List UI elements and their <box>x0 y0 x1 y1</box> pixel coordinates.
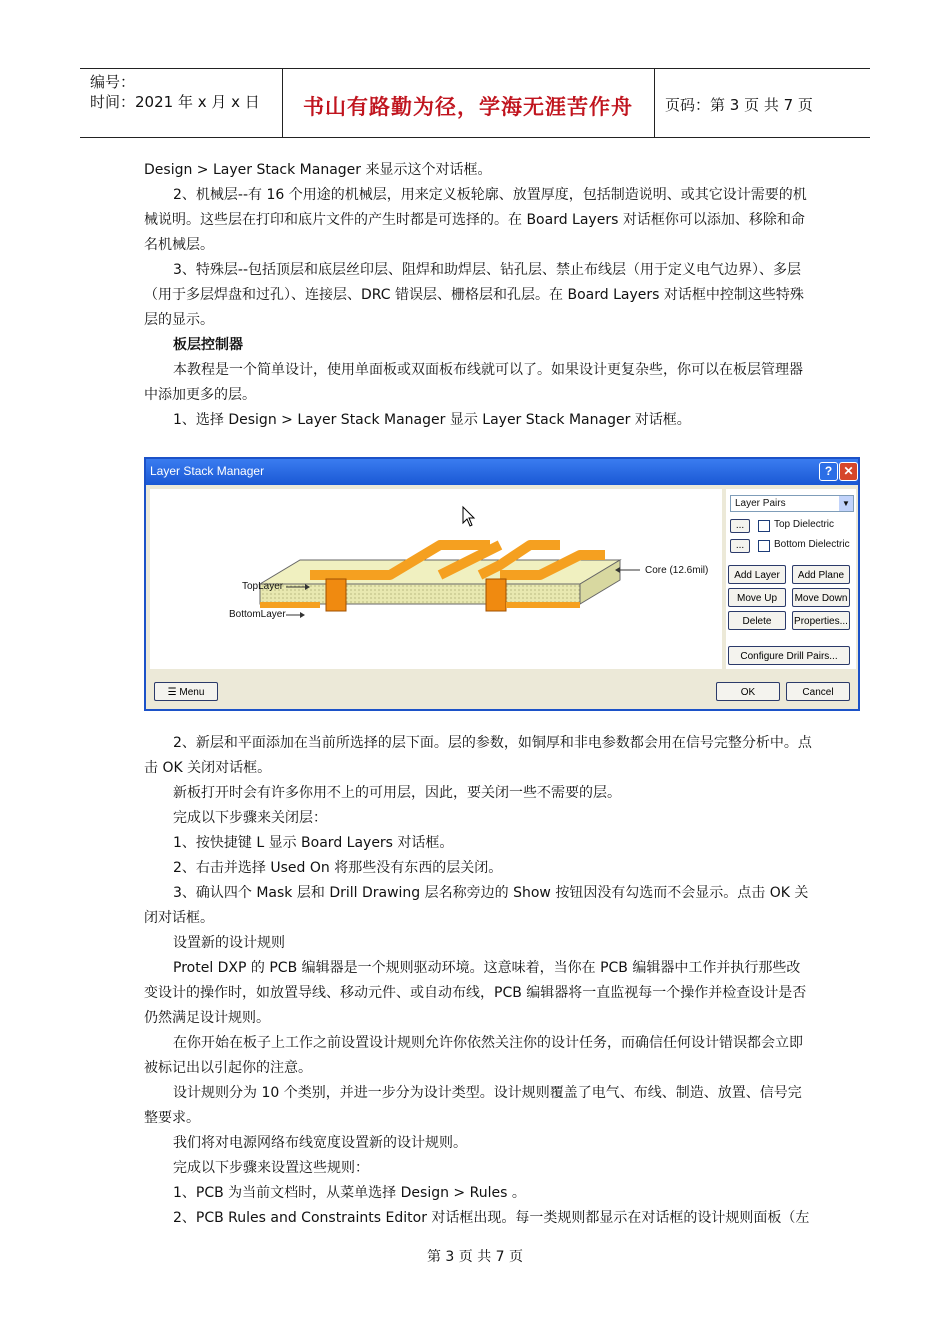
section-heading: 设置新的设计规则 <box>173 935 285 951</box>
move-down-button[interactable]: Move Down <box>792 588 850 607</box>
menu-button-label: Menu <box>179 687 205 698</box>
paragraph: 1、PCB 为当前文档时，从菜单选择 Design > Rules 。 <box>173 1185 526 1201</box>
mouse-cursor-icon <box>463 507 474 526</box>
header-info-cell <box>80 69 283 137</box>
body-text-top <box>144 158 812 433</box>
dialog-title: Layer Stack Manager <box>150 464 265 478</box>
cancel-button[interactable]: Cancel <box>786 682 850 701</box>
paragraph: 3、特殊层--包括顶层和底层丝印层、阻焊和助焊层、钻孔层、禁止布线层（用于定义电气边界）、多层（用于多层焊盘和过孔）、连接层、DRC 错误层、栅格层和孔层。在 Board Layers 对话框中控制这些特殊层的显示。 <box>144 262 804 328</box>
via <box>486 579 506 611</box>
configure-drill-pairs-button[interactable]: Configure Drill Pairs... <box>728 646 850 665</box>
paragraph: 完成以下步骤来设置这些规则： <box>173 1160 369 1176</box>
motto-text: 书山有路勤为径，学海无涯苦作舟 <box>303 95 633 119</box>
help-icon[interactable]: ? <box>819 462 838 481</box>
paragraph: 设计规则分为 10 个类别，并进一步分为设计类型。设计规则覆盖了电气、布线、制造、放置、信号完整要求。 <box>144 1085 802 1126</box>
close-icon[interactable]: ✕ <box>839 462 858 481</box>
layer-stack-manager-dialog <box>144 457 860 711</box>
via <box>326 579 346 611</box>
layer-pairs-select[interactable] <box>730 495 854 512</box>
bottomlayer-label: BottomLayer <box>229 609 286 620</box>
paragraph: 2、PCB Rules and Constraints Editor 对话框出现。每一类规则都显示在对话框的设计规则面板（左 <box>173 1210 810 1226</box>
top-dielectric-checkbox[interactable] <box>758 520 770 532</box>
bottom-dielectric-edit-button[interactable]: ... <box>730 539 750 553</box>
bottom-dielectric-label: Bottom Dielectric <box>774 539 850 550</box>
paragraph: 2、右击并选择 Used On 将那些没有东西的层关闭。 <box>173 860 503 876</box>
layer-pairs-value: Layer Pairs <box>735 498 786 509</box>
properties-button[interactable]: Properties... <box>792 611 850 630</box>
paragraph: 完成以下步骤来关闭层： <box>173 810 327 826</box>
paragraph: 我们将对电源网络布线宽度设置新的设计规则。 <box>173 1135 467 1151</box>
paragraph: 2、机械层--有 16 个用途的机械层，用来定义板轮廓、放置厚度，包括制造说明、或其它设计需要的机械说明。这些层在打印和底片文件的产生时都是可选择的。在 Board Layers 对话框你可以添加、移除和命名机械层。 <box>144 187 807 253</box>
document-number-label: 编号： <box>90 73 136 91</box>
section-heading: 板层控制器 <box>173 337 243 353</box>
dialog-title-bar <box>146 459 858 485</box>
toplayer-label: TopLayer <box>242 581 284 592</box>
paragraph: 1、选择 Design > Layer Stack Manager 显示 Layer Stack Manager 对话框。 <box>173 412 691 428</box>
paragraph: 3、确认四个 Mask 层和 Drill Drawing 层名称旁边的 Show 按钮因没有勾选而不会显示。点击 OK 关闭对话框。 <box>144 885 809 926</box>
body-text-bottom <box>144 731 812 1231</box>
bottomlayer-arrow-head <box>300 612 305 618</box>
paragraph: 本教程是一个简单设计，使用单面板或双面板布线就可以了。如果设计更复杂些，你可以在板层管理器中添加更多的层。 <box>144 362 803 403</box>
delete-button[interactable]: Delete <box>728 611 786 630</box>
ok-button[interactable]: OK <box>716 682 780 701</box>
paragraph: Design > Layer Stack Manager 来显示这个对话框。 <box>144 162 492 178</box>
page-footer: 第 3 页 共 7 页 <box>426 1249 524 1265</box>
bottom-dielectric-checkbox[interactable] <box>758 540 770 552</box>
chevron-down-icon: ▼ <box>839 496 853 511</box>
menu-button[interactable] <box>154 682 218 701</box>
document-date-label: 时间：2021 年 x 月 x 日 <box>90 93 260 111</box>
move-up-button[interactable]: Move Up <box>728 588 786 607</box>
layer-stack-diagram <box>150 489 722 669</box>
top-dielectric-edit-button[interactable]: ... <box>730 519 750 533</box>
paragraph: 1、按快捷键 L 显示 Board Layers 对话框。 <box>173 835 454 851</box>
paragraph: 在你开始在板子上工作之前设置设计规则允许你依然关注你的设计任务，而确信任何设计错误都会立即被标记出以引起你的注意。 <box>144 1035 803 1076</box>
header-page-number: 页码：第 3 页 共 7 页 <box>665 96 813 114</box>
board-3d-illustration <box>150 489 722 669</box>
add-layer-button[interactable]: Add Layer <box>728 565 786 584</box>
paragraph: 2、新层和平面添加在当前所选择的层下面。层的参数，如铜厚和非电参数都会用在信号完整分析中。点击 OK 关闭对话框。 <box>144 735 812 776</box>
paragraph: 新板打开时会有许多你用不上的可用层，因此，要关闭一些不需要的层。 <box>173 785 621 801</box>
bottom-copper <box>506 602 580 608</box>
bottom-copper <box>260 602 320 608</box>
core-label: Core (12.6mil) <box>645 565 709 576</box>
paragraph: Protel DXP 的 PCB 编辑器是一个规则驱动环境。这意味着，当你在 PCB 编辑器中工作并执行那些改变设计的操作时，如放置导线、移动元件、或自动布线，PCB 编辑器将一直监视每一个操作并检查设计是否仍然满足设计规则。 <box>144 960 807 1026</box>
header-motto-cell <box>282 69 655 137</box>
header-page-cell <box>655 69 870 137</box>
top-dielectric-label: Top Dielectric <box>774 519 835 530</box>
menu-icon: ☰ <box>167 687 177 698</box>
page-header <box>80 68 870 138</box>
add-plane-button[interactable]: Add Plane <box>792 565 850 584</box>
